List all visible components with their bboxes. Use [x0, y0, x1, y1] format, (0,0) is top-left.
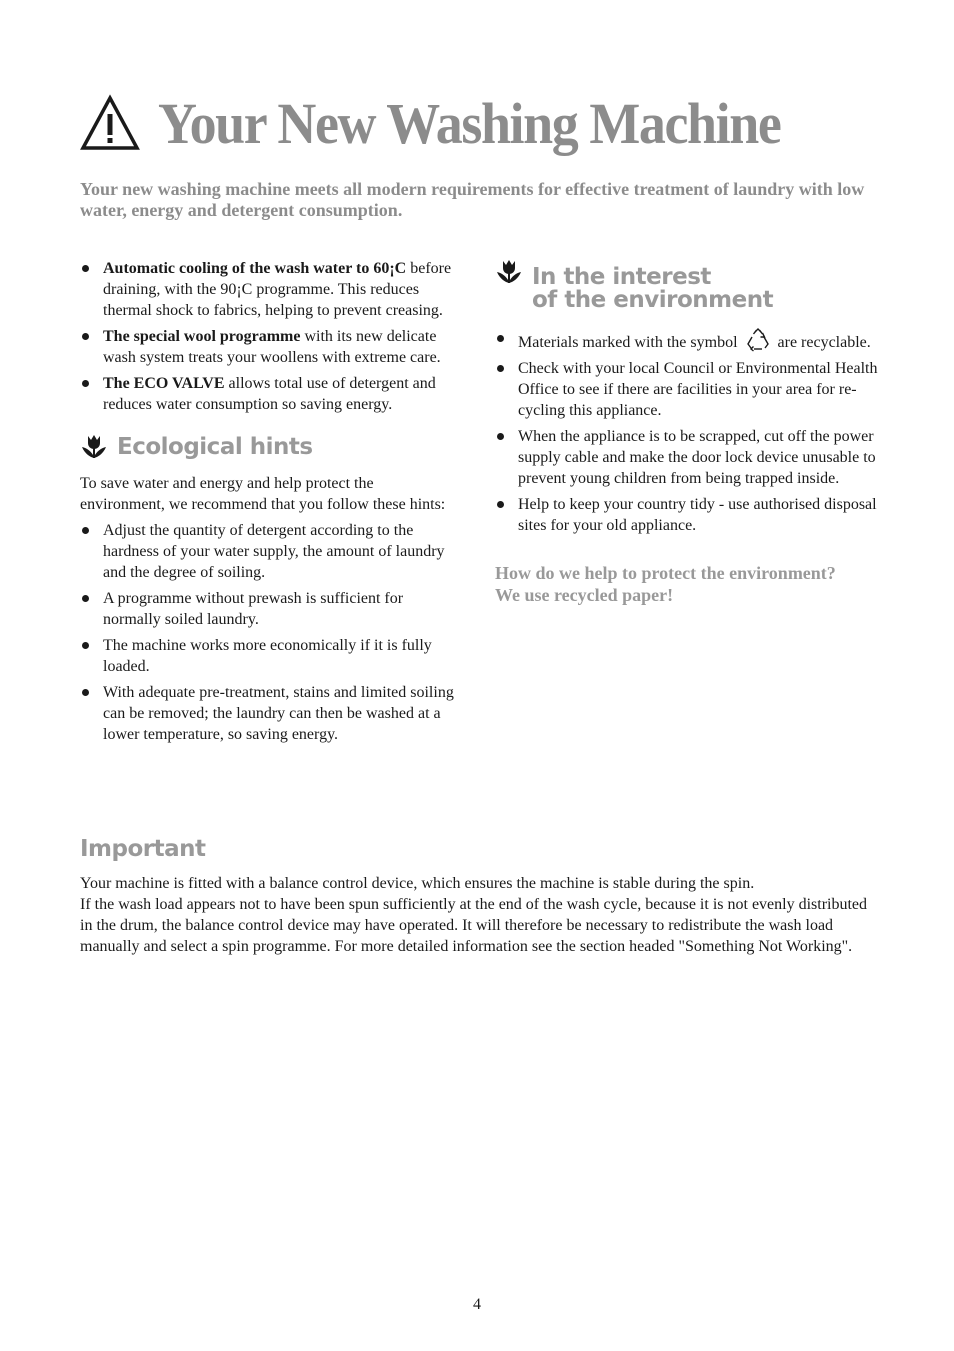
bullet — [497, 335, 504, 342]
list-item — [80, 326, 460, 368]
intro-text: Your new washing machine meets all modern requirements for effective treatment of laundry with low water, energy and detergent consumption. — [80, 179, 865, 220]
environment-heading — [495, 258, 880, 312]
list-item — [80, 588, 460, 630]
bullet — [497, 501, 504, 508]
tulip-icon — [80, 433, 108, 461]
list-item — [495, 494, 880, 536]
list-item — [80, 682, 460, 745]
hint-text: A programme without prewash is sufficient for normally soiled laundry. — [103, 590, 404, 628]
bullet — [497, 365, 504, 372]
features-list — [80, 258, 460, 415]
list-item — [495, 328, 880, 353]
environment-text: Help to keep your country tidy - use authorised disposal sites for your old appliance. — [518, 496, 877, 534]
bullet — [497, 433, 504, 440]
important-para1: Your machine is fitted with a balance control device, which ensures the machine is stable during the spin. — [80, 875, 755, 892]
list-item — [80, 635, 460, 677]
eco-hints-list — [80, 520, 460, 745]
hint-text: With adequate pre-treatment, stains and limited soiling can be removed; the laundry can then be washed at a lower temperature, so saving energy. — [103, 684, 454, 743]
important-para2: If the wash load appears not to have been spun sufficiently at the end of the wash cycle, because it is not evenly distributed in the drum, the balance control device may have operated. It will therefore be necessary to redistribute the wash load manually and select a spin programme. For more detailed information see the section headed "Something Not Working". — [80, 896, 868, 955]
page-number: 4 — [473, 1296, 481, 1313]
closing-line2: We use recycled paper! — [495, 585, 674, 605]
bullet — [82, 689, 89, 696]
recycle-text-after: are recyclable. — [777, 334, 871, 351]
eco-hints-heading — [80, 433, 460, 461]
closing-note — [495, 562, 880, 606]
closing-line1: How do we help to protect the environment? — [495, 563, 836, 583]
bullet — [82, 265, 89, 272]
list-item — [495, 358, 880, 421]
hint-text: The machine works more economically if it is fully loaded. — [103, 637, 432, 675]
environment-text: Check with your local Council or Environmental Health Office to see if there are facilities in your area for re-cycling this appliance. — [518, 360, 878, 419]
list-item — [80, 520, 460, 583]
important-heading: Important — [80, 836, 206, 862]
bullet — [82, 527, 89, 534]
page-title: Your New Washing Machine — [158, 90, 781, 156]
recycle-icon — [745, 328, 771, 352]
eco-hints-title: Ecological hints — [117, 433, 313, 460]
list-item — [80, 373, 460, 415]
recycle-text-before: Materials marked with the symbol — [518, 334, 738, 351]
warning-triangle-icon — [80, 94, 140, 152]
bullet — [82, 642, 89, 649]
environment-text: When the appliance is to be scrapped, cut off the power supply cable and make the door lock device unusable to prevent young children from being trapped inside. — [518, 428, 876, 487]
title-row — [80, 88, 827, 158]
list-item — [80, 258, 460, 321]
right-column — [495, 258, 880, 606]
feature-text: with its new delicate wash system treats your woollens with extreme care. — [103, 328, 441, 366]
bullet — [82, 333, 89, 340]
hint-text: Adjust the quantity of detergent according to the hardness of your water supply, the amount of laundry and the degree of soiling. — [103, 522, 445, 581]
feature-title: Automatic cooling of the wash water to 60¡C — [103, 260, 407, 277]
environment-title-line2: of the environment — [532, 287, 774, 313]
tulip-icon — [495, 258, 523, 286]
feature-text: allows total use of detergent and reduces water consumption so saving energy. — [103, 375, 436, 413]
feature-title: The special wool programme — [103, 328, 301, 345]
feature-title: The ECO VALVE — [103, 375, 225, 392]
environment-list — [495, 328, 880, 536]
eco-hints-intro: To save water and energy and help protect the environment, we recommend that you follow these hints: — [80, 475, 446, 513]
bullet — [82, 380, 89, 387]
feature-text: before draining, with the 90¡C programme. This reduces thermal shock to fabrics, helping to prevent creasing. — [103, 260, 452, 319]
important-text — [80, 873, 880, 957]
bullet — [82, 595, 89, 602]
environment-title-line1: In the interest — [532, 264, 711, 290]
left-column — [80, 258, 460, 750]
list-item — [495, 426, 880, 489]
